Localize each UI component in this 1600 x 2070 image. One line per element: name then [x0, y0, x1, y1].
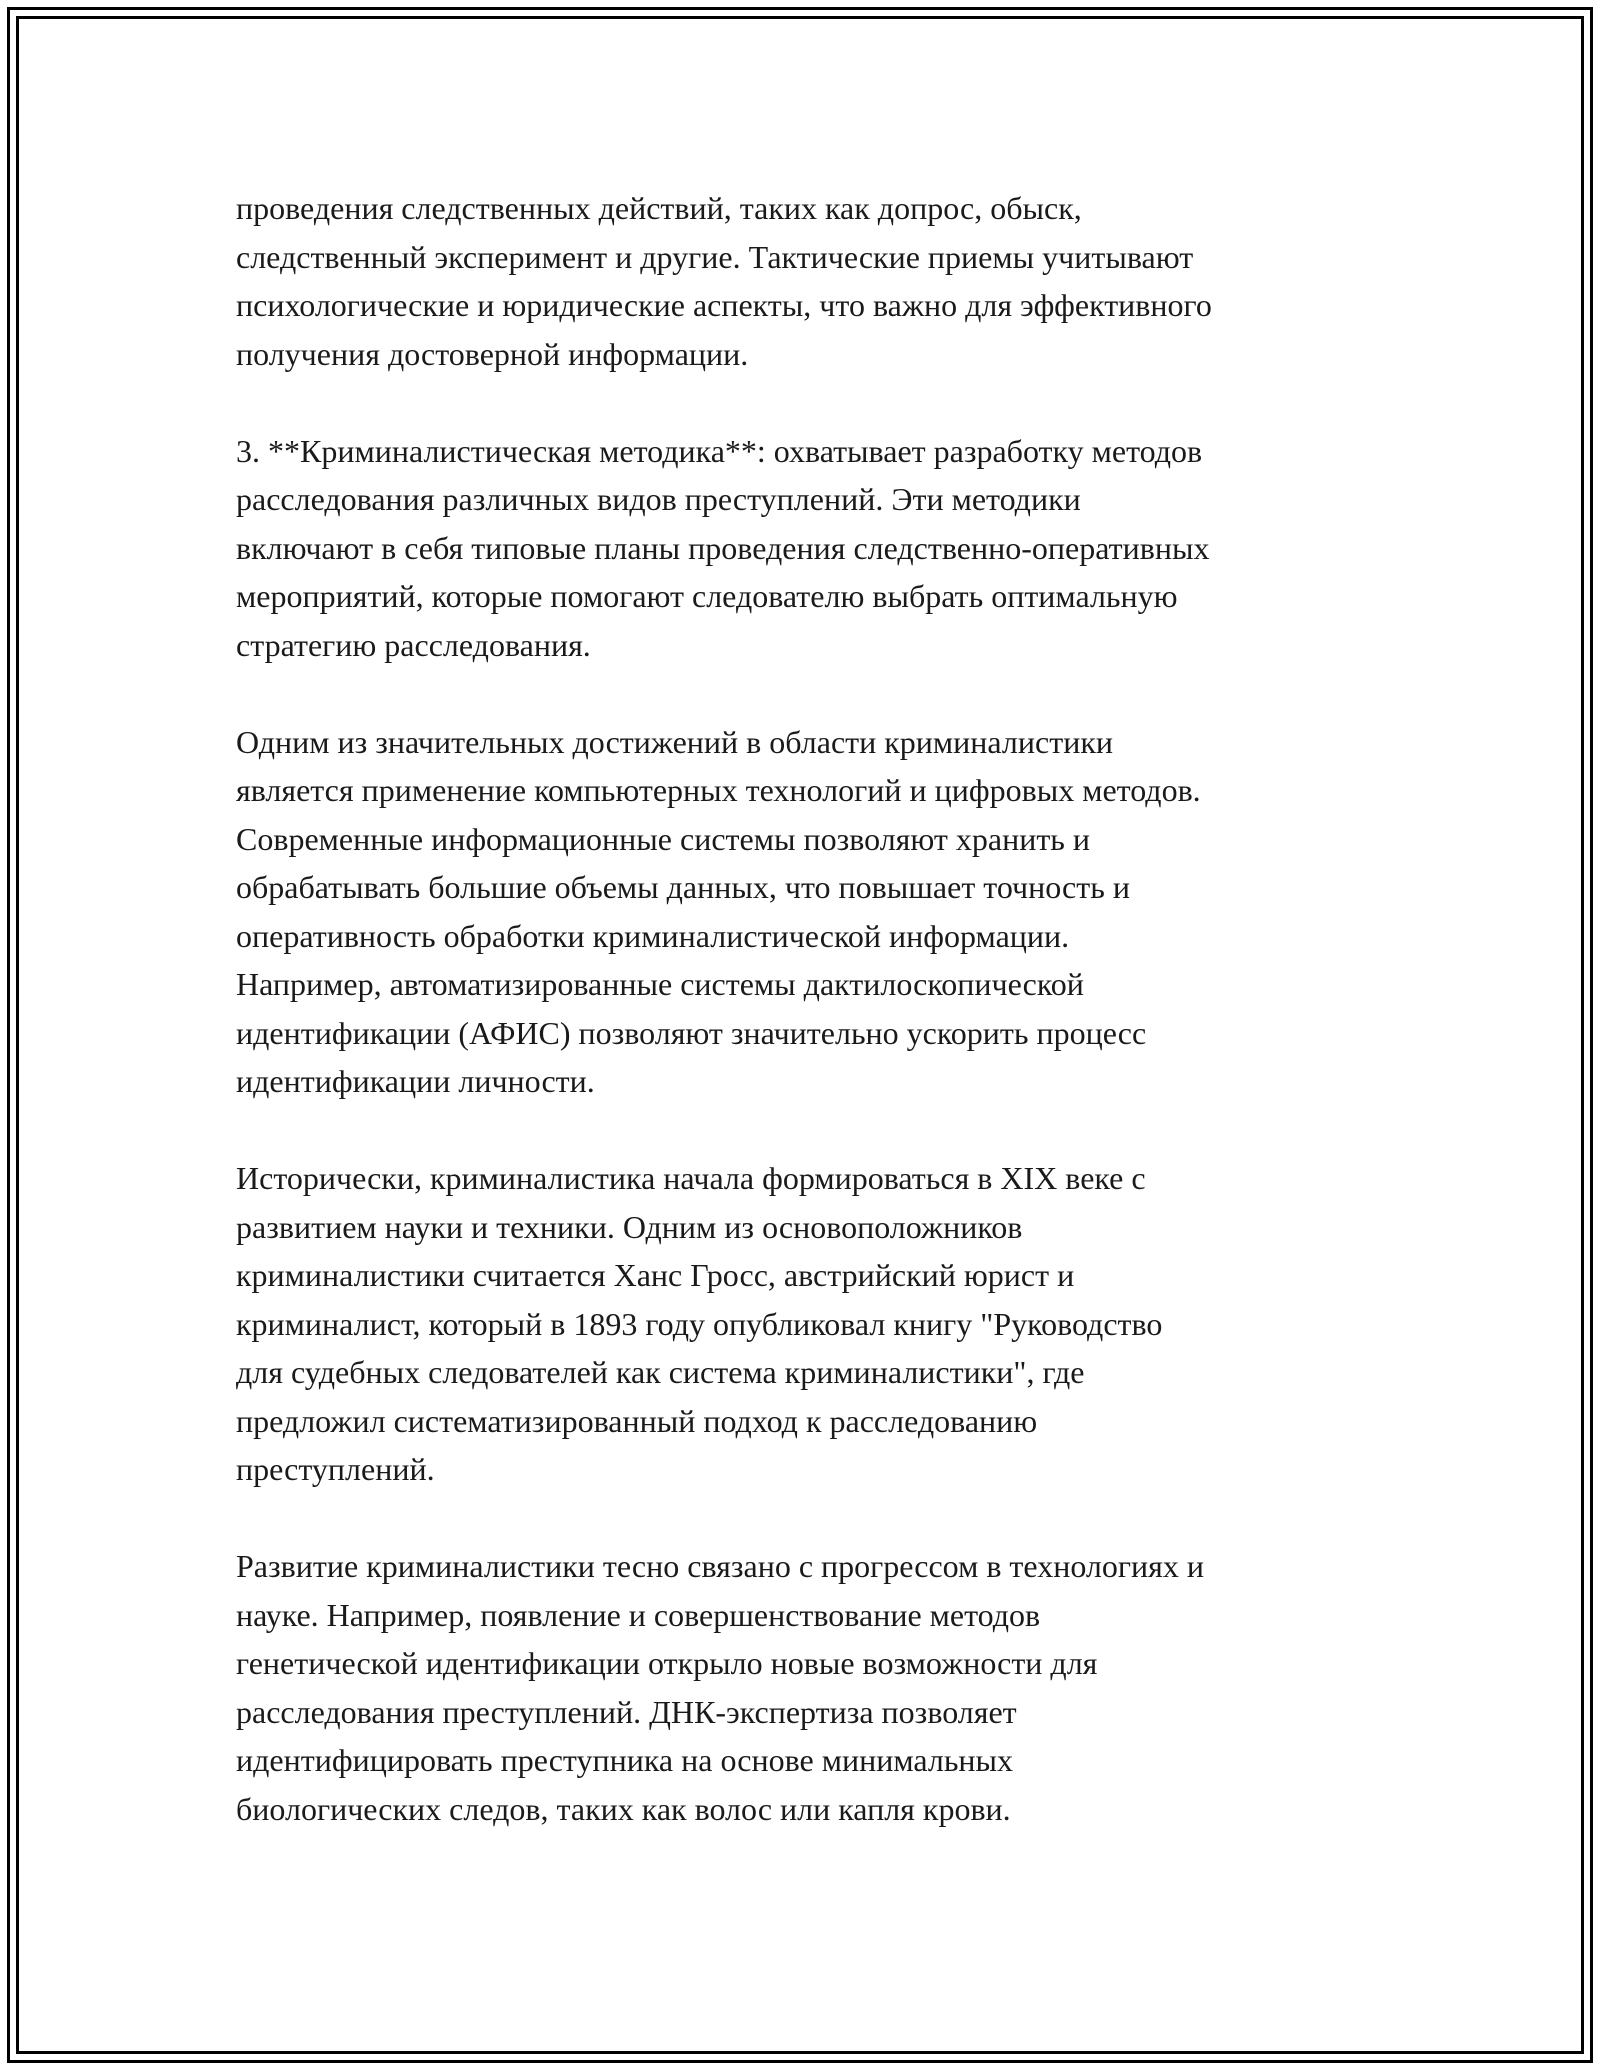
text-line: развитием науки и техники. Одним из основоположников	[236, 1208, 1023, 1245]
paragraph-5	[236, 1542, 1416, 1833]
text-line: мероприятий, которые помогают следователю выбрать оптимальную	[236, 578, 1178, 614]
text-line: обрабатывать большие объемы данных, что повышает точность и	[236, 869, 1130, 905]
paragraph-4	[236, 1154, 1416, 1494]
text-line: биологических следов, таких как волос или капля крови.	[236, 1790, 1011, 1827]
text-line: Исторически, криминалистика начала формироваться в XIX веке с	[236, 1160, 1146, 1196]
text-line: Развитие криминалистики тесно связано с прогрессом в технологиях и	[236, 1548, 1204, 1584]
text-line: генетической идентификации открыло новые возможности для	[236, 1645, 1098, 1681]
document-body	[236, 184, 1416, 1882]
text-line: криминалистики считается Ханс Гросс, австрийский юрист и	[236, 1257, 1075, 1293]
text-line: криминалист, который в 1893 году опубликовал книгу "Руководство	[236, 1305, 1163, 1342]
text-line: преступлений.	[236, 1451, 435, 1487]
text-line: стратегию расследования.	[236, 626, 591, 663]
text-line: идентификации личности.	[236, 1063, 595, 1099]
paragraph-2	[236, 427, 1416, 670]
text-line: идентифицировать преступника на основе минимальных	[236, 1742, 1014, 1778]
text-line: предложил систематизированный подход к расследованию	[236, 1402, 1038, 1439]
paragraph-3	[236, 718, 1416, 1106]
text-line: получения достоверной информации.	[236, 335, 749, 372]
paragraph-1	[236, 184, 1416, 378]
text-line: оперативность обработки криминалистической информации.	[236, 917, 1070, 954]
text-line: идентификации (АФИС) позволяют значительно ускорить процесс	[236, 1014, 1147, 1051]
text-line: расследования различных видов преступлений. Эти методики	[236, 481, 1081, 517]
text-line: Одним из значительных достижений в области криминалистики	[236, 723, 1113, 760]
text-line: для судебных следователей как система криминалистики", где	[236, 1354, 1085, 1390]
text-line: Современные информационные системы позволяют хранить и	[236, 820, 1091, 857]
text-line: науке. Например, появление и совершенствование методов	[236, 1596, 1041, 1633]
text-line: является применение компьютерных технологий и цифровых методов.	[236, 772, 1201, 808]
text-line: расследования преступлений. ДНК-экспертиза позволяет	[236, 1693, 1017, 1730]
text-line: включают в себя типовые планы проведения следственно-оперативных	[236, 529, 1210, 566]
text-line: психологические и юридические аспекты, что важно для эффективного	[236, 287, 1212, 323]
text-line: Например, автоматизированные системы дактилоскопической	[236, 966, 1084, 1002]
text-line: следственный эксперимент и другие. Тактические приемы учитывают	[236, 238, 1194, 275]
text-line: 3. **Криминалистическая методика**: охватывает разработку методов	[236, 432, 1203, 469]
text-line: проведения следственных действий, таких как допрос, обыск,	[236, 190, 1082, 226]
